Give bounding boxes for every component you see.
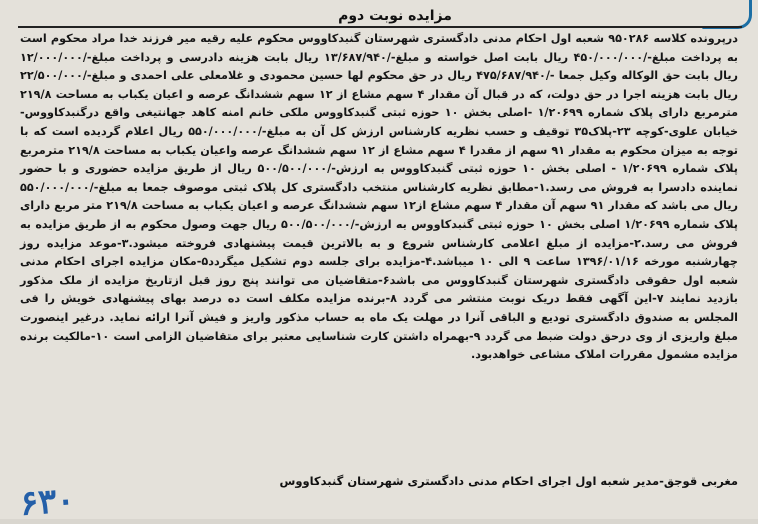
pen-corner-mark [702,0,752,29]
header-divider [18,26,742,28]
notice-signature: مغربی قوجق-مدیر شعبه اول اجرای احکام مدنی دادگستری شهرستان گنبدکاووس [279,474,738,488]
notice-body: درپرونده کلاسه ۹۵۰۲۸۶ شعبه اول احکام مدنی دادگستری شهرستان گنبدکاووس محکوم علیه رقیه میر فرزند خدا مراد محکوم است به پرداخت مبلغ-/۴۵۰/۰۰۰/۰۰۰ ریال بابت اصل خواسته و مبلغ-/۱۳/۶۸۷/۹۴۰ ریال بابت هزینه دادرسی و پرداخت مبلغ-/۱۲/۰۰۰/۰۰۰ ریال بابت حق الوکاله وکیل جمعا -/۴۷۵/۶۸۷/۹۴۰ ریال در حق محکوم لها حسین محمودی و غلامعلی علی احمدی و مبلغ-/۲۲/۵۰۰/۰۰۰ ریال بابت هزینه اجرا در حق دولت، که در قبال آن مقدار ۴ سهم مشاع از ۱۲ سهم ششدانگ عرصه و اعیان یکباب به مساحت ۲۱۹/۸ مترمربع دارای پلاک شماره ۱/۲۰۶۹۹ -اصلی بخش ۱۰ حوزه ثبتی گنبدکاووس ملکی خانم امنه کاهد جهانتیغی واقع درگنبدکاووس-خیابان علوی-کوچه ۲۳-پلاک۳۵ توقیف و حسب نظریه کارشناس ارزش کل آن به مبلغ-/۵۵۰/۰۰۰/۰۰۰ ریال اعلام گردیده است که با توجه به میزان محکوم به مقدار ۹۱ سهم از مقدرا ۴ سهم مشاع از ۱۲ سهم ششدانگ عرصه واعیان یکباب به مساحت ۲۱۹/۸ مترمربع پلاک شماره ۱/۲۰۶۹۹ - اصلی بخش ۱۰ حوزه ثبتی گنبدکاووس به ارزش-/۵۰۰/۵۰۰/۰۰۰ ریال از طریق مزایده حضوری و با حضور نماینده دادسرا به فروش می رسد.۱-مطابق نظریه کارشناس منتخب دادگستری کل پلاک ثبتی موصوف جمعا به مبلغ-/۵۵۰/۰۰۰/۰۰۰ ریال می باشد که مقدار ۹۱ سهم آن مقدار ۴ سهم مشاع از۱۲ سهم ششدانگ عرصه و اعیان یکباب به مساحت ۲۱۹/۸ متر مربع دارای پلاک شماره ۱/۲۰۶۹۹ اصلی بخش ۱۰ حوزه ثبتی گنبدکاووس به ارزش-/۵۰۰/۵۰۰/۰۰۰ ریال جهت وصول محکوم به از طریق مزایده به فروش می رسد.۲-مزایده از مبلغ اعلامی کارشناس شروع و به بالاترین قیمت پیشنهادی فروخته میشود.۳-موعد مزایده روز چهارشنبه مورخه ۱۳۹۶/۰۱/۱۶ ساعت ۹ الی ۱۰ میباشد.۴-مزایده برای جلسه دوم تشکیل میگردد۵-مکان مزایده اجرای احکام مدنی شعبه اول حقوقی دادگستری شهرستان گنبدکاووس می باشد۶-متقاضیان می توانند پنج روز قبل ازتاریخ مزایده از ملک مذکور بازدید نمایند ۷-این آگهی فقط دریک نوبت منتشر می گردد ۸-برنده مزایده مکلف است ده درصد بهای پیشنهادی خویش را فی المجلس به صندوق دادگستری تودیع و الباقی آنرا در مهلت یک ماه به حساب مذکور واریز و فیش آنرا ارائه نماید. درغیر اینصورت مبلغ واریزی از وی درحق دولت ضبط می گردد ۹-بهمراه داشتن کارت شناسایی معتبر برای متقاضیان الزامی است ۱۰-مالکیت برنده مزایده مشمول مقررات املاک مشاعی خواهدبود. [20,32,739,362]
notice-header [310,6,480,26]
handwritten-number: ۶۳۰ [18,480,77,524]
notice-title: مزایده نوبت دوم [338,8,452,24]
